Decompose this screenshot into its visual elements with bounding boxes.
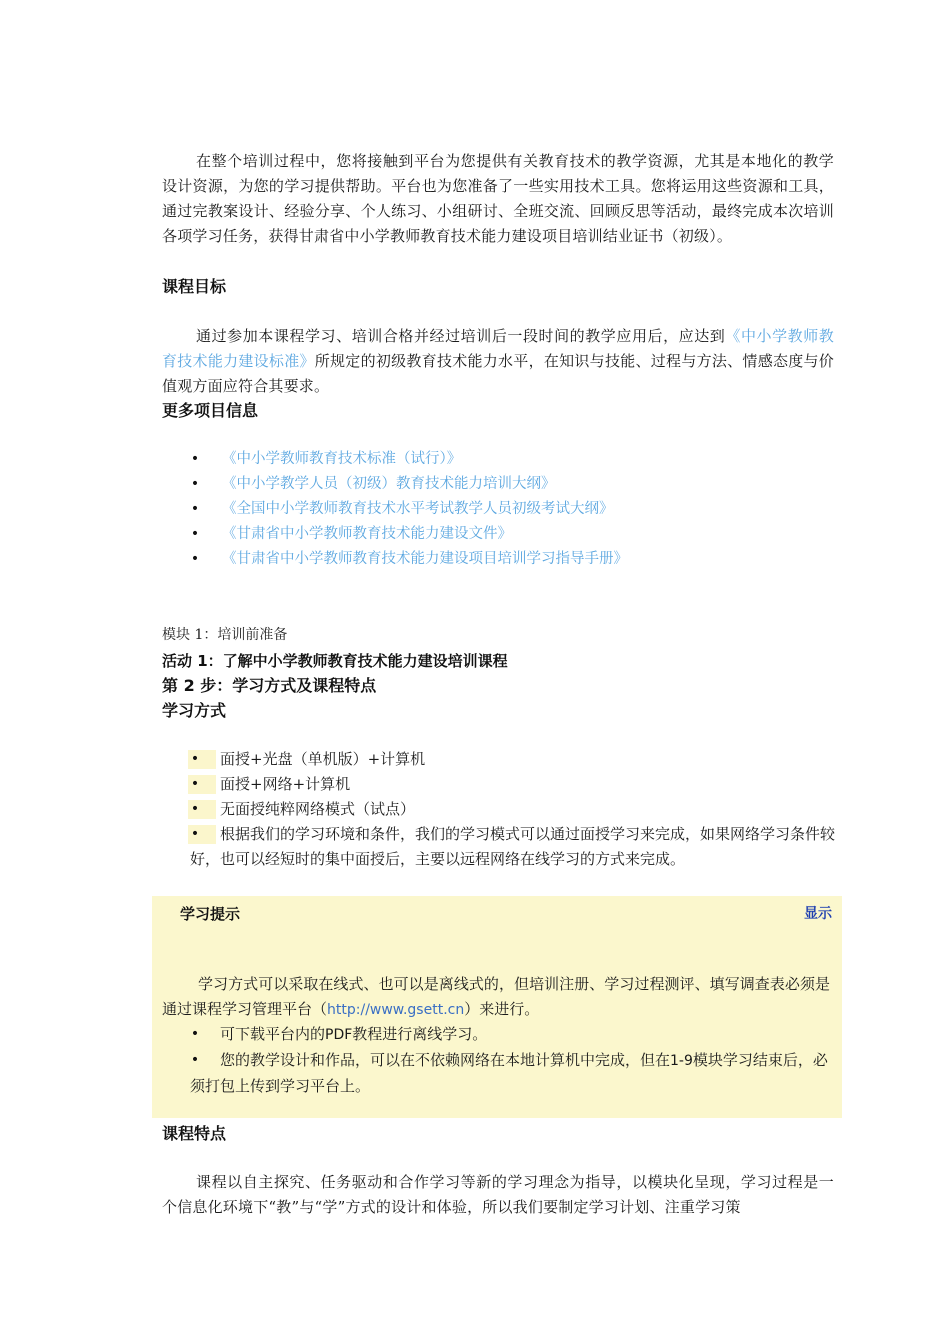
bullet-icon: • [190, 551, 200, 567]
show-toggle-link[interactable]: 显示 [804, 906, 832, 922]
list-item [190, 772, 836, 797]
course-features-paragraph: 课程以自主探究、任务驱动和合作学习等新的学习理念为指导，以模块化呈现，学习过程是一个信息化环境下“教”与“学”方式的设计和体验，所以我们要制定学习计划、注重学习策 [162, 1173, 834, 1216]
bullet-icon: • [190, 801, 200, 817]
intro-paragraph: 在整个培训过程中，您将接触到平台为您提供有关教育技术的教学资源，尤其是本地化的教学设计资源，为您的学习提供帮助。平台也为您准备了一些实用技术工具。您将运用这些资源和工具，通过完教案设计、经验分享、个人练习、小组研讨、全班交流、回顾反思等活动，最终完成本次培训各项学习任务，获得甘肃省中小学教师教育技术能力建设项目培训结业证书（初级）。 [162, 152, 834, 245]
tip-item-text: 可下载平台内的 [220, 1025, 326, 1043]
info-link[interactable]: 《中小学教学人员（初级）教育技术能力培训大纲》 [222, 476, 556, 492]
activity-label: 活动 1：了解中小学教师教育技术能力建设培训课程 [162, 652, 508, 670]
learning-mode-text: 无面授纯粹网络模式（试点） [220, 800, 416, 818]
list-item [190, 497, 830, 522]
more-info-heading: 更多项目信息 [162, 401, 259, 420]
step-label: 第 2 步：学习方式及课程特点 [162, 676, 377, 695]
platform-url-link[interactable]: http://www.gsett.cn [327, 1002, 465, 1018]
bullet-icon: • [190, 776, 200, 792]
tip-item-text: 模块学习结束后，必须打包上传到学习平台上。 [190, 1051, 828, 1095]
bullet-icon: • [190, 451, 200, 467]
tip-text-before: 学习方式可以采取在线式、也可以是离线式的，但培训注册、学习过程测评、填写调查表必须是通过课程学习管理平台（ [162, 975, 830, 1018]
info-link[interactable]: 《甘肃省中小学教师教育技术能力建设项目培训学习指导手册》 [222, 551, 628, 567]
bullet-icon: • [190, 476, 200, 492]
learning-mode-text: 面授+光盘（单机版）+计算机 [220, 750, 426, 768]
tip-text-after: ）来进行。 [464, 1000, 540, 1018]
bullet-icon: • [190, 1026, 200, 1042]
info-link[interactable]: 《中小学教师教育技术标准（试行）》 [222, 451, 462, 467]
tip-item-text: 您的教学设计和作品，可以在不依赖网络在本地计算机中完成，但在 [220, 1051, 671, 1069]
list-item [190, 522, 830, 547]
bullet-icon: • [190, 826, 200, 842]
info-link[interactable]: 《甘肃省中小学教师教育技术能力建设文件》 [222, 526, 512, 542]
learning-tip-box [152, 896, 842, 1118]
list-item [190, 547, 830, 572]
list-item [190, 447, 830, 472]
course-goal-text-before: 通过参加本课程学习、培训合格并经过培训后一段时间的教学应用后，应达到 [196, 327, 726, 345]
bullet-icon: • [190, 501, 200, 517]
list-item [190, 1022, 830, 1048]
info-link[interactable]: 《全国中小学教师教育技术水平考试教学人员初级考试大纲》 [222, 501, 614, 517]
more-info-link-list [190, 447, 830, 572]
tip-item-code: 1-9 [670, 1053, 693, 1069]
tip-list [190, 1022, 830, 1099]
list-item [190, 822, 836, 872]
course-goal-text-after: 所规定的初级教育技术能力水平，在知识与技能、过程与方法、情感态度与价值观方面应符合其要求。 [162, 352, 834, 395]
tip-title: 学习提示 [180, 905, 241, 923]
standard-link[interactable]: 《中小学教师教育技术能力建设标准》 [162, 327, 834, 370]
module-label: 模块 1：培训前准备 [162, 627, 288, 643]
tip-item-text: 教程进行离线学习。 [352, 1025, 488, 1043]
list-item [190, 797, 836, 822]
learning-mode-text: 面授+网络+计算机 [220, 775, 351, 793]
tip-paragraph [162, 972, 830, 1023]
bullet-icon: • [190, 751, 200, 767]
course-goal-heading: 课程目标 [162, 277, 227, 296]
list-item [190, 1048, 830, 1099]
course-goal-paragraph [162, 324, 834, 399]
learning-mode-heading: 学习方式 [162, 701, 227, 720]
bullet-icon: • [190, 526, 200, 542]
list-item [190, 472, 830, 497]
learning-mode-list [190, 747, 836, 872]
list-item [190, 747, 836, 772]
tip-item-code: PDF [325, 1027, 353, 1043]
course-features-heading: 课程特点 [162, 1124, 227, 1143]
bullet-icon: • [190, 1052, 200, 1068]
learning-mode-text: 根据我们的学习环境和条件，我们的学习模式可以通过面授学习来完成，如果网络学习条件较好，也可以经短时的集中面授后，主要以远程网络在线学习的方式来完成。 [190, 825, 836, 868]
